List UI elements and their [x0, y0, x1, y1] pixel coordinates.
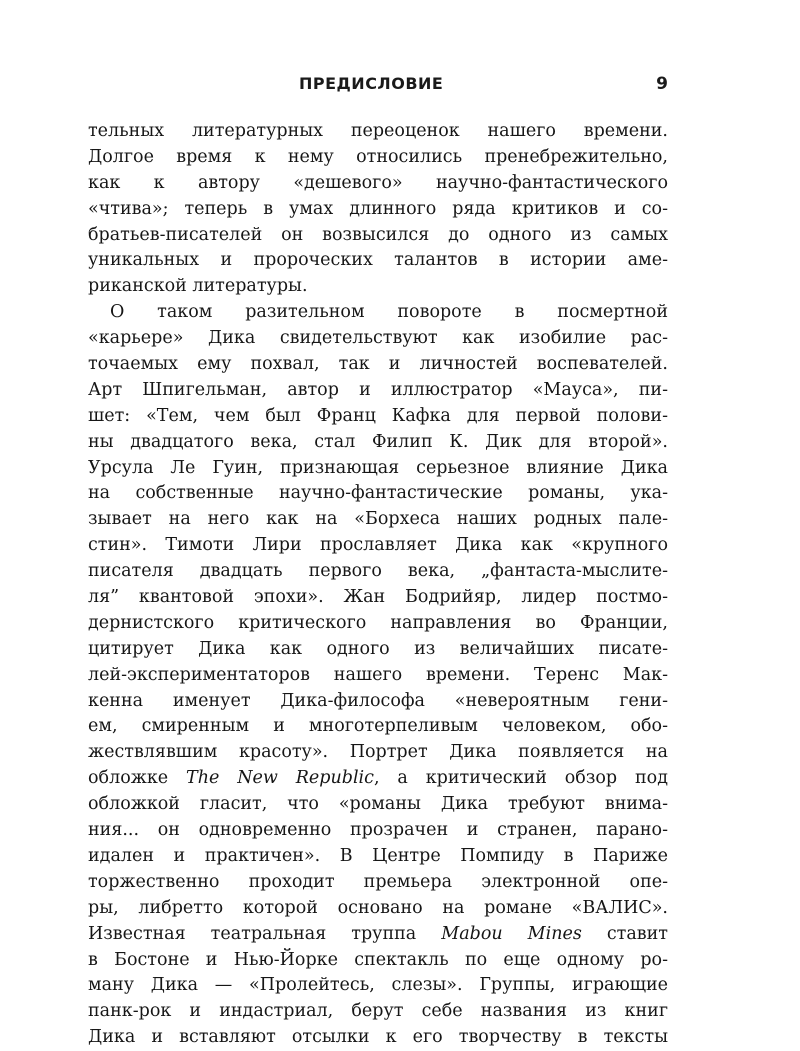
text-line: точаемых ему похвал, так и личностей воспевателей. [88, 354, 668, 375]
text-line: «карьере» Дика свидетельствуют как изобилие рас- [88, 328, 668, 349]
body-text [88, 119, 668, 1051]
text-line: Долгое время к нему относились пренебрежительно, [88, 146, 668, 167]
text-line: тельных литературных переоценок нашего времени. [88, 121, 668, 141]
text-line: братьев-писателей он возвысился до одного из самых [88, 224, 668, 245]
text-line: идален и практичен». В Центре Помпиду в Париже [88, 845, 668, 866]
text-line-with-italic [88, 922, 668, 948]
text-line: ману Дика — «Пролейтесь, слезы». Группы, играющие [88, 975, 668, 996]
line-text-after: ставит [581, 923, 668, 944]
text-line: жествлявшим красоту». Портрет Дика появляется на [88, 742, 668, 763]
line-text-before: Известная театральная труппа [88, 923, 442, 944]
text-line: Урсула Ле Гуин, признающая серьезное влияние Дика [88, 457, 668, 478]
paragraph-first-line: О таком разительном повороте в посмертной [110, 302, 668, 323]
text-line: уникальных и пророческих талантов в истории аме- [88, 250, 668, 271]
text-line: на собственные научно-фантастические романы, ука- [88, 483, 668, 504]
text-line: Дика и вставляют отсылки к его творчеству в тексты [88, 1027, 668, 1048]
text-line: Арт Шпигельман, автор и иллюстратор «Мауса», пи- [88, 379, 668, 400]
magazine-title-italic: The New Republic [186, 768, 374, 789]
text-line-with-italic [88, 766, 668, 792]
line-text-after: , а критический обзор под [373, 768, 668, 789]
text-line: в Бостоне и Нью-Йорке спектакль по еще одному ро- [88, 949, 668, 970]
text-line: торжественно проходит премьера электронной опе- [88, 871, 668, 892]
text-line: дернистского критического направления во Франции, [88, 612, 668, 633]
text-line: стин». Тимоти Лири прославляет Дика как «крупного [88, 535, 668, 556]
text-line: «чтива»; теперь в умах длинного ряда критиков и со- [88, 198, 668, 219]
text-line: ния... он одновременно прозрачен и странен, парано- [88, 820, 668, 841]
text-line: лей-экспериментаторов нашего времени. Теренс Мак- [88, 664, 668, 685]
troupe-name-italic: Mabou Mines [441, 923, 582, 944]
page-number: 9 [656, 74, 668, 94]
page-header [88, 74, 668, 100]
text-line: ля” квантовой эпохи». Жан Бодрийяр, лидер постмо- [88, 587, 668, 608]
text-line: зывает на него как на «Борхеса наших родных пале- [88, 509, 668, 530]
text-line: шет: «Тем, чем был Франц Кафка для первой полови- [88, 405, 668, 426]
line-text-before: обложке [88, 768, 187, 789]
text-line: ры, либретто которой основано на романе «ВАЛИС». [88, 897, 668, 918]
text-line: цитирует Дика как одного из величайших писате- [88, 638, 668, 659]
text-line: кенна именует Дика-философа «невероятным гени- [88, 690, 668, 711]
text-line: обложкой гласит, что «романы Дика требуют внима- [88, 794, 668, 815]
text-line: панк-рок и индастриал, берут себе названия из книг [88, 1001, 668, 1022]
text-line: ем, смиренным и многотерпеливым человеком, обо- [88, 716, 668, 737]
running-title: ПРЕДИСЛОВИЕ [299, 74, 444, 93]
paragraph-end-line: риканской литературы. [88, 276, 308, 297]
text-line: ны двадцатого века, стал Филип К. Дик для второй». [88, 431, 668, 452]
text-line: как к автору «дешевого» научно-фантастического [88, 172, 668, 193]
text-line: писателя двадцать первого века, „фантаста-мыслите- [88, 561, 668, 582]
